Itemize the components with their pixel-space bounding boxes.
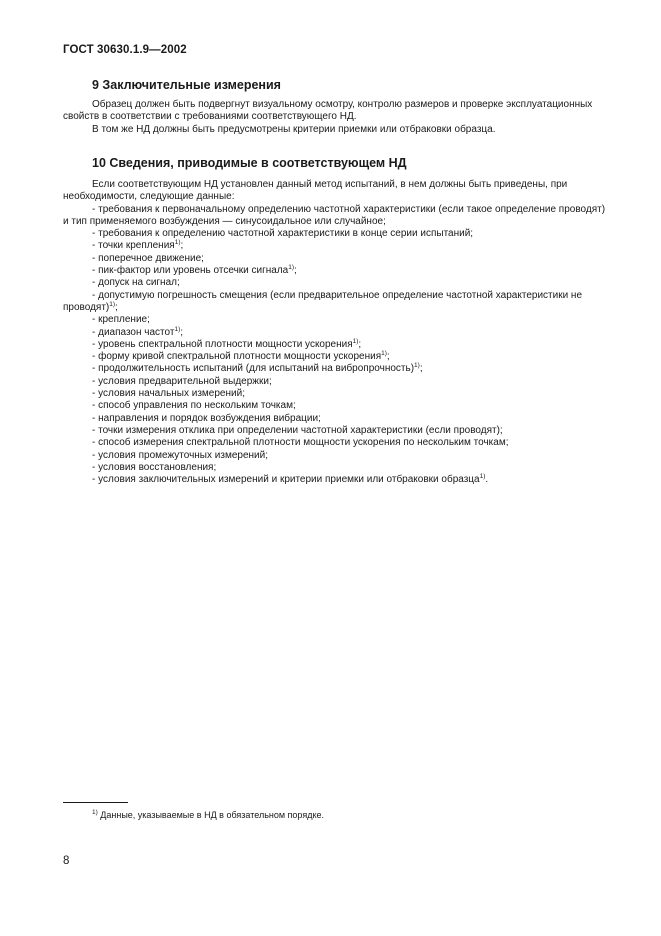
footnote xyxy=(92,810,324,820)
list-item-punctuation: . xyxy=(485,474,489,486)
section-9-paragraph: В том же НД должны быть предусмотрены критерии приемки или отбраковки образца. xyxy=(92,123,496,135)
list-item xyxy=(63,265,608,277)
list-item xyxy=(63,437,608,449)
list-item-text: - условия предварительной выдержки; xyxy=(92,375,272,387)
footnote-reference: 1) xyxy=(109,300,116,308)
list-item-text: - допустимую погрешность смещения (если предварительное определение частотной характеристики не проводят) xyxy=(63,289,583,313)
list-item-text: - условия начальных измерений; xyxy=(92,388,245,400)
list-item xyxy=(63,388,608,400)
list-item-text: - поперечное движение; xyxy=(92,252,204,264)
footnote-mark: 1) xyxy=(92,809,98,816)
list-item-punctuation: ; xyxy=(386,351,390,363)
list-item-text: - продолжительность испытаний (для испытаний на вибропрочность) xyxy=(92,363,415,375)
list-item xyxy=(63,351,608,363)
list-item xyxy=(63,228,608,240)
list-item-punctuation: ; xyxy=(419,363,423,375)
list-item xyxy=(63,413,608,425)
list-item xyxy=(63,204,608,229)
footnote-reference: 1) xyxy=(174,239,181,247)
list-item-text: - условия промежуточных измерений; xyxy=(92,449,268,461)
list-item-text: - диапазон частот xyxy=(92,326,175,338)
list-item xyxy=(63,376,608,388)
footnote-reference: 1) xyxy=(479,473,486,481)
list-item-text: - допуск на сигнал; xyxy=(92,277,180,289)
list-item-text: - условия восстановления; xyxy=(92,461,217,473)
section-9-body xyxy=(63,99,608,136)
list-item-punctuation: ; xyxy=(294,265,297,277)
list-item-text: - крепление; xyxy=(92,314,150,326)
list-item-text: - требования к первоначальному определению частотной характеристики (если такое определение проводят) и тип применяемого возбуждения — синусоидальное или случайное; xyxy=(63,203,606,227)
section-10-body xyxy=(63,179,608,486)
list-item xyxy=(63,290,608,315)
footnote-text: Данные, указываемые в НД в обязательном порядке. xyxy=(97,810,324,820)
footnote-divider xyxy=(63,802,128,803)
list-item xyxy=(63,314,608,326)
list-item xyxy=(63,462,608,474)
list-item-punctuation: ; xyxy=(358,338,362,350)
list-item-text: - способ измерения спектральной плотности мощности ускорения по нескольким точкам; xyxy=(92,437,509,449)
list-item-text: - точки измерения отклика при определении частотной характеристики (если проводят); xyxy=(92,424,503,436)
section-9-paragraph: Образец должен быть подвергнут визуальному осмотру, контролю размеров и проверке эксплуатационных свойств в соответствии с требованиями соответствующего НД. xyxy=(63,99,593,123)
footnote-reference: 1) xyxy=(288,264,295,272)
list-item-text: - условия заключительных измерений и критерии приемки или отбраковки образца xyxy=(92,474,480,486)
list-item xyxy=(63,339,608,351)
list-item xyxy=(63,327,608,339)
list-item xyxy=(63,474,608,486)
list-item xyxy=(63,277,608,289)
list-item xyxy=(63,425,608,437)
footnote-reference: 1) xyxy=(414,362,420,370)
list-item xyxy=(63,363,608,375)
document-id-header: ГОСТ 30630.1.9—2002 xyxy=(63,44,187,56)
list-item-text: - точки крепления xyxy=(92,240,175,252)
section-10-title: 10 Сведения, приводимые в соответствующем НД xyxy=(92,156,407,170)
list-item xyxy=(63,450,608,462)
section-10-intro: Если соответствующим НД установлен данный метод испытаний, в нем должны быть приведены, при необходимости, следующие данные: xyxy=(63,179,568,203)
list-item-punctuation: ; xyxy=(180,240,184,252)
list-item-text: - способ управления по нескольким точкам; xyxy=(92,400,296,412)
page-number: 8 xyxy=(63,855,70,867)
footnote-reference: 1) xyxy=(174,325,181,333)
list-item xyxy=(63,253,608,265)
list-item-punctuation: ; xyxy=(115,301,118,313)
footnote-reference: 1) xyxy=(381,350,387,358)
list-item-text: - форму кривой спектральной плотности мощности ускорения xyxy=(92,351,382,363)
list-item-text: - требования к определению частотной характеристики в конце серии испытаний; xyxy=(92,228,474,240)
footnote-reference: 1) xyxy=(352,337,359,345)
list-item-punctuation: ; xyxy=(180,326,184,338)
list-item xyxy=(63,400,608,412)
section-9-title: 9 Заключительные измерения xyxy=(92,78,281,92)
list-item-text: - пик-фактор или уровень отсечки сигнала xyxy=(92,265,289,277)
list-item-text: - уровень спектральной плотности мощности ускорения xyxy=(92,338,353,350)
list-item xyxy=(63,240,608,252)
list-item-text: - направления и порядок возбуждения вибрации; xyxy=(92,412,321,424)
